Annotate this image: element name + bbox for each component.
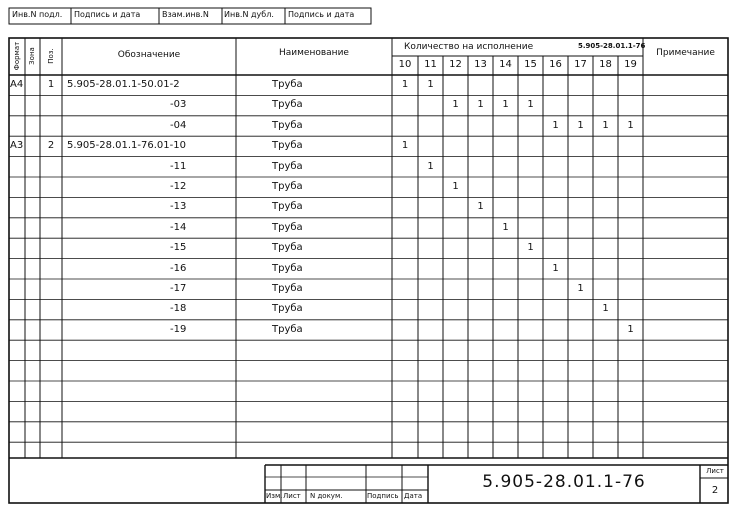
row-designation: -14	[170, 221, 187, 233]
variant-header-13: 13	[474, 59, 487, 70]
row-name: Труба	[272, 99, 303, 111]
row-count-13: 1	[477, 99, 484, 111]
header-format: Формат	[13, 41, 21, 71]
row-count-15: 1	[527, 242, 534, 254]
row-name: Труба	[272, 140, 303, 152]
title-label-list: Лист	[283, 492, 301, 500]
stamp-label-vzam-inv: Взам.инв.N	[162, 10, 209, 19]
row-name: Труба	[272, 119, 303, 131]
stamp-label-inv-dubl: Инв.N дубл.	[224, 10, 274, 19]
row-designation: -18	[170, 303, 187, 315]
header-quantity-title: Количество на исполнение	[404, 42, 534, 52]
row-designation: -03	[170, 99, 187, 111]
row-designation: -13	[170, 201, 187, 213]
sheet-label: Лист	[706, 467, 724, 475]
row-designation: -16	[170, 262, 187, 274]
row-count-17: 1	[577, 119, 584, 131]
row-count-13: 1	[477, 201, 484, 213]
row-count-14: 1	[502, 221, 509, 233]
row-count-11: 1	[427, 79, 434, 90]
row-format: А4	[10, 79, 24, 90]
row-designation: -15	[170, 242, 187, 254]
sheet-number: 2	[711, 485, 719, 496]
row-count-16: 1	[552, 119, 559, 131]
title-label-date: Дата	[404, 492, 423, 500]
header-designation: Обозначение	[117, 50, 181, 60]
row-designation: -11	[170, 160, 187, 172]
stamp-label-signature-date: Подпись и дата	[74, 10, 141, 19]
row-name: Труба	[272, 242, 303, 254]
row-count-17: 1	[577, 283, 584, 294]
row-name: Труба	[272, 323, 303, 335]
row-count-11: 1	[427, 160, 434, 172]
header-note: Примечание	[656, 48, 715, 58]
row-name: Труба	[272, 283, 303, 294]
variant-header-19: 19	[624, 59, 637, 70]
row-position: 2	[47, 140, 55, 152]
row-count-18: 1	[602, 303, 609, 315]
variant-header-12: 12	[449, 59, 462, 70]
variant-header-10: 10	[398, 59, 412, 70]
row-name: Труба	[272, 160, 303, 172]
header-zone: Зона	[28, 47, 36, 65]
row-count-19: 1	[627, 119, 634, 131]
row-designation: -12	[170, 181, 187, 192]
row-count-10: 1	[401, 140, 409, 152]
row-position: 1	[47, 79, 55, 90]
row-count-12: 1	[452, 99, 459, 111]
row-count-14: 1	[502, 99, 509, 111]
row-name: Труба	[272, 201, 303, 213]
row-name: Труба	[272, 221, 303, 233]
row-name: Труба	[272, 79, 303, 90]
row-designation: 5.905-28.01.1-76.01-10	[67, 140, 186, 152]
variant-header-14: 14	[499, 59, 512, 70]
row-count-10: 1	[401, 79, 409, 90]
variant-header-11: 11	[424, 59, 437, 70]
row-designation: -19	[170, 323, 187, 335]
row-designation: -04	[170, 119, 187, 131]
row-designation: -17	[170, 283, 187, 294]
header-quantity-doc: 5.905-28.01.1-76	[578, 42, 646, 50]
row-name: Труба	[272, 303, 303, 315]
row-format: А3	[10, 140, 24, 152]
variant-header-17: 17	[574, 59, 587, 70]
variant-header-18: 18	[599, 59, 612, 70]
variant-header-15: 15	[524, 59, 537, 70]
row-count-18: 1	[602, 119, 609, 131]
title-label-signature: Подпись	[367, 492, 399, 500]
header-name: Наименование	[279, 48, 349, 58]
variant-header-16: 16	[549, 59, 562, 70]
row-count-12: 1	[452, 181, 459, 192]
title-label-doc-number: N докум.	[310, 492, 343, 500]
stamp-label-signature-date-2: Подпись и дата	[288, 10, 355, 19]
title-label-izm: Изм.	[266, 492, 283, 500]
row-count-19: 1	[627, 323, 634, 335]
row-name: Труба	[272, 262, 303, 274]
document-number: 5.905-28.01.1-76	[482, 472, 646, 492]
row-count-16: 1	[552, 262, 559, 274]
row-count-15: 1	[527, 99, 534, 111]
header-position: Поз.	[47, 48, 55, 64]
row-designation: 5.905-28.01.1-50.01-2	[67, 79, 180, 90]
row-name: Труба	[272, 181, 303, 192]
stamp-label-inv-podl: Инв.N подл.	[12, 10, 63, 19]
